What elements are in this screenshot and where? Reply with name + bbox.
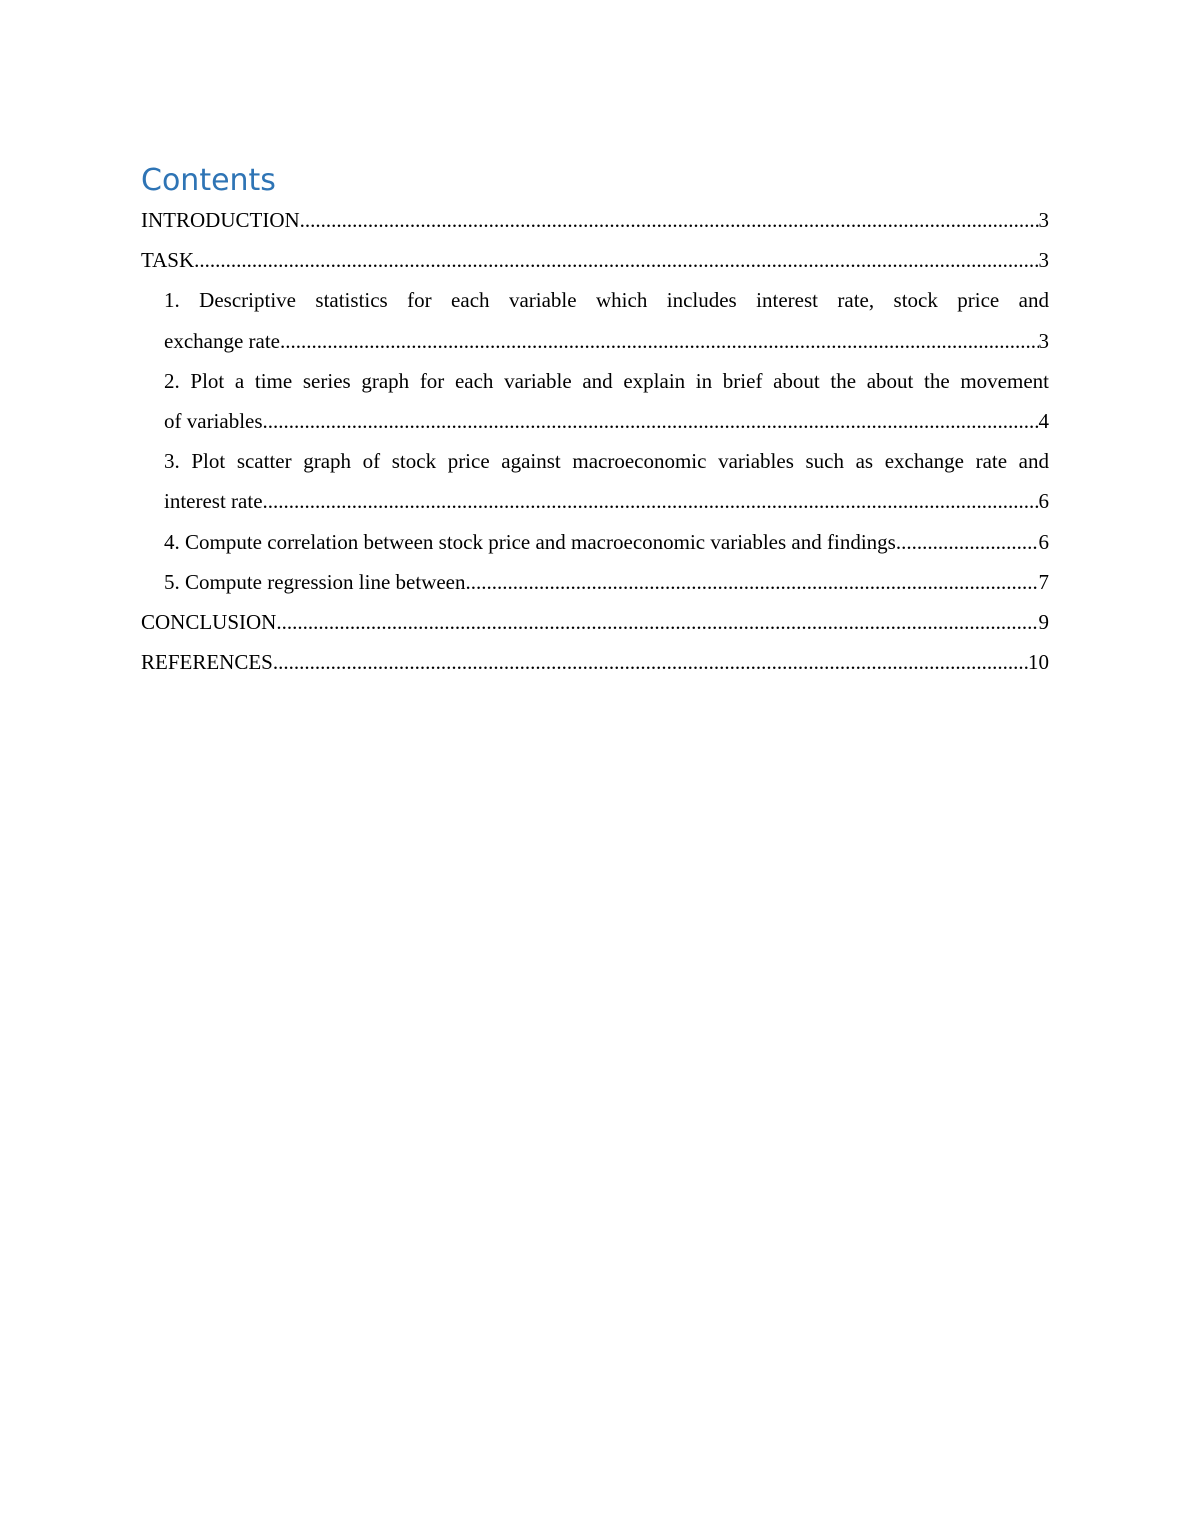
toc-entry-label: REFERENCES [141, 650, 273, 675]
toc-entry-regression[interactable] [141, 562, 1049, 602]
toc-page-number: 3 [1038, 328, 1049, 353]
toc-leader-dots [300, 200, 1039, 240]
toc-leader-dots [194, 240, 1038, 280]
toc-entry-label: 4. Compute correlation between stock price and macroeconomic variables and findings [164, 529, 896, 554]
toc-entry-label-line1: 3. Plot scatter graph of stock price against macroeconomic variables such as exchange rate and [164, 449, 1049, 474]
toc-entry-introduction[interactable] [141, 200, 1049, 240]
toc-entry-references[interactable] [141, 642, 1049, 682]
toc-entry-scatter-graph[interactable] [141, 441, 1049, 521]
toc-entry-label-line1: 1. Descriptive statistics for each variable which includes interest rate, stock price and [164, 288, 1049, 313]
toc-page-number: 6 [1038, 489, 1049, 514]
toc-entry-label-line1: 2. Plot a time series graph for each variable and explain in brief about the about the movement [164, 368, 1049, 393]
toc-entry-label-line2: of variables [164, 409, 263, 434]
toc-page-number: 10 [1028, 650, 1049, 675]
toc-entry-label: 5. Compute regression line between [164, 569, 466, 594]
toc-leader-dots [263, 401, 1039, 441]
toc-page-number: 3 [1038, 208, 1049, 232]
toc-entry-label-line2: exchange rate [164, 328, 281, 353]
toc-entry-label: CONCLUSION [141, 610, 277, 635]
toc-leader-dots [896, 522, 1039, 562]
toc-entry-label: INTRODUCTION [141, 208, 300, 232]
toc-list [141, 200, 1049, 682]
toc-leader-dots [276, 602, 1038, 642]
toc-leader-dots [263, 481, 1039, 521]
toc-entry-label-line2: interest rate [164, 489, 263, 514]
toc-title: Contents [141, 163, 276, 198]
toc-page-number: 9 [1038, 610, 1049, 635]
table-of-contents [141, 162, 1049, 682]
toc-page-number: 7 [1038, 569, 1049, 594]
toc-leader-dots [280, 321, 1038, 361]
toc-entry-task[interactable] [141, 240, 1049, 280]
toc-leader-dots [466, 562, 1039, 602]
toc-page-number: 3 [1038, 248, 1049, 273]
toc-entry-descriptive-statistics[interactable] [141, 280, 1049, 360]
toc-entry-label: TASK [141, 248, 195, 273]
toc-entry-correlation[interactable] [141, 522, 1049, 562]
toc-entry-conclusion[interactable] [141, 602, 1049, 642]
toc-leader-dots [273, 642, 1028, 682]
toc-page-number: 4 [1038, 409, 1049, 434]
toc-page-number: 6 [1038, 529, 1049, 554]
toc-entry-time-series-graph[interactable] [141, 361, 1049, 441]
